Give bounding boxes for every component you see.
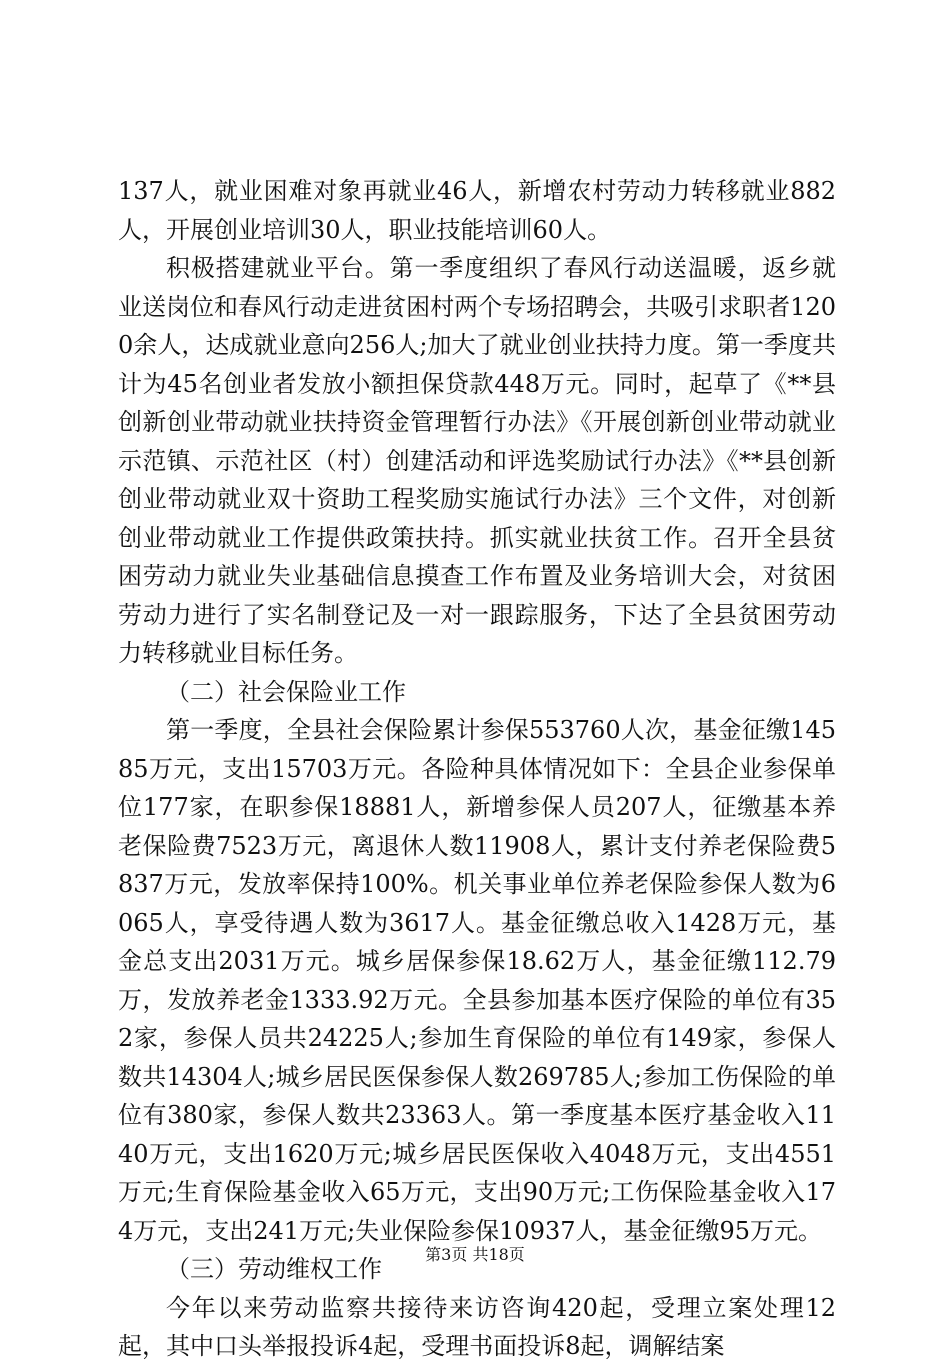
paragraph-employment-platform: 积极搭建就业平台。第一季度组织了春风行动送温暖，返乡就业送岗位和春风行动走进贫困村两个专场招聘会，共吸引求职者1200余人，达成就业意向256人;加大了就业创业扶持力度。第一季度共计为45名创业者发放小额担保贷款448万元。同时，起草了《**县创新创业带动就业扶持资金管理暂行办法》《开展创新创业带动就业示范镇、示范社区（村）创建活动和评选奖励试行办法》《**县创新创业带动就业双十资助工程奖励实施试行办法》三个文件，对创新创业带动就业工作提供政策扶持。抓实就业扶贫工作。召开全县贫困劳动力就业失业基础信息摸查工作布置及业务培训大会，对贫困劳动力进行了实名制登记及一对一跟踪服务，下达了全县贫困劳动力转移就业目标任务。 (118, 254, 836, 667)
document-body (118, 172, 836, 1366)
paragraph-employment-stats: 137人，就业困难对象再就业46人，新增农村劳动力转移就业882人，开展创业培训30人，职业技能培训60人。 (118, 177, 836, 244)
paragraph-labor-rights: 今年以来劳动监察共接待来访咨询420起，受理立案处理12起，其中口头举报投诉4起，受理书面投诉8起，调解结案 (118, 1293, 836, 1360)
section-heading-labor-rights: （三）劳动维权工作 (166, 1255, 382, 1283)
paragraph-social-insurance: 第一季度，全县社会保险累计参保553760人次，基金征缴14585万元，支出15703万元。各险种具体情况如下：全县企业参保单位177家，在职参保18881人，新增参保人员207人，征缴基本养老保险费7523万元，离退休人数11908人，累计支付养老保险费5837万元，发放率保持100%。机关事业单位养老保险参保人数为6065人，享受待遇人数为3617人。基金征缴总收入1428万元，基金总支出2031万元。城乡居保参保18.62万人，基金征缴112.79万，发放养老金1333.92万元。全县参加基本医疗保险的单位有352家，参保人员共24225人;参加生育保险的单位有149家，参保人数共14304人;城乡居民医保参保人数269785人;参加工伤保险的单位有380家，参保人数共23363人。第一季度基本医疗基金收入1140万元，支出1620万元;城乡居民医保收入4048万元，支出4551万元;生育保险基金收入65万元，支出90万元;工伤保险基金收入174万元，支出241万元;失业保险参保10937人，基金征缴95万元。 (118, 716, 836, 1245)
page-number-footer: 第3页 共18页 (425, 1245, 525, 1264)
section-heading-social-insurance: （二）社会保险业工作 (166, 677, 406, 706)
